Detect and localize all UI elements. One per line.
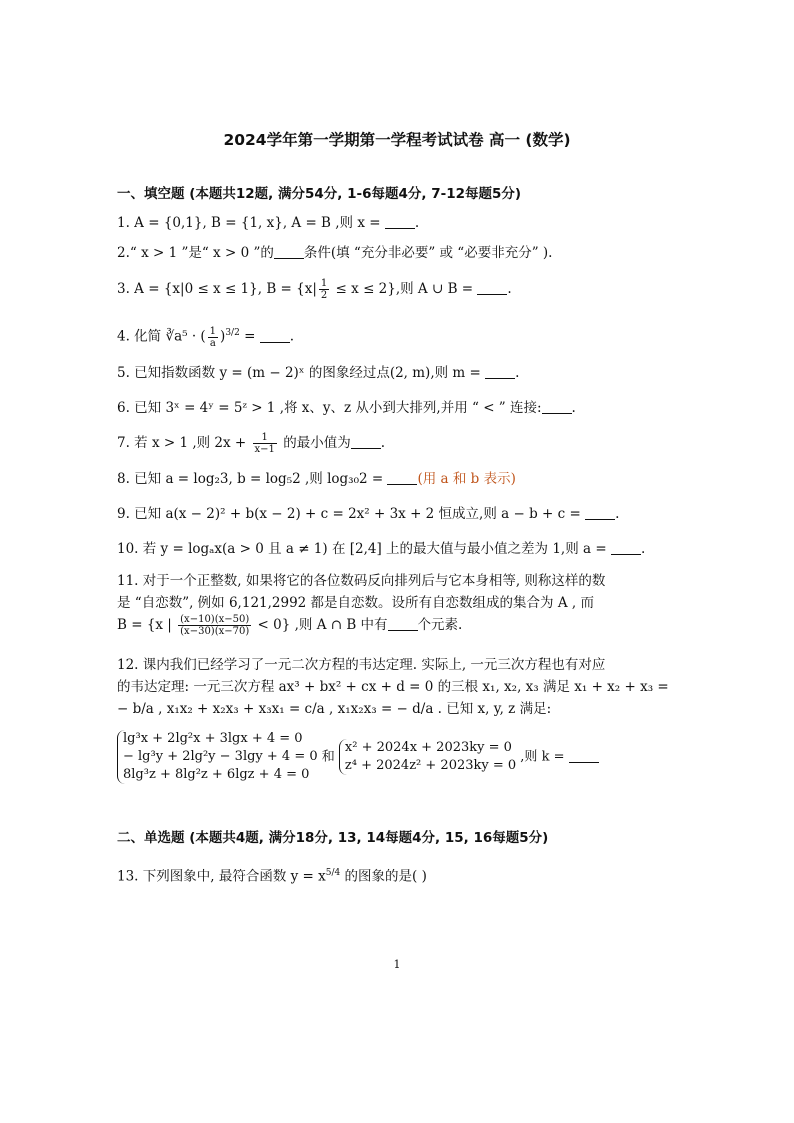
question-3: 3. A = {x|0 ≤ x ≤ 1}, B = {x| $\frac{1}{2}$ ≤ x ≤ 2},则 A ∪ B = .	[117, 278, 512, 301]
fraction: $\frac{(x-10)(x-50)}{(x-30)(x-70)}$	[180, 614, 250, 637]
fraction: $\frac{1}{x-1}$	[254, 432, 275, 455]
question-6: 6. 已知 3ˣ = 4ʸ = 5ᶻ > 1 ,将 x、y、z 从小到大排列,并用 “ < ” 连接: .	[117, 400, 576, 416]
question-2: 2.“ x > 1 ”是“ x > 0 ”的 条件(填 “充分非必要” 或 “必要非充分” ).	[117, 245, 553, 261]
equation-systems: lg³x + 2lg²x + 3lgx + 4 = 0 − lg³y + 2lg²y − 3lgy + 4 = 0 8lg³z + 8lg²z + 6lgz + 4 = 0 和 x² + 2024x + 2023ky = 0 z⁴ + 2024z² + 2023ky = 0 ,则 k =	[117, 730, 599, 784]
question-1: 1. A = {0,1}, B = {1, x}, A = B ,则 x = .	[117, 215, 420, 231]
question-12-line-1: 12. 课内我们已经学习了一元二次方程的韦达定理. 实际上, 一元三次方程也有对应	[117, 657, 606, 673]
system-poly-equations: x² + 2024x + 2023ky = 0 z⁴ + 2024z² + 2023ky = 0	[339, 739, 516, 775]
question-8: 8. 已知 a = log₂3, b = log₅2 ,则 log₃₀2 = (用 a 和 b 表示)	[117, 471, 516, 487]
answer-blank	[542, 399, 572, 414]
question-12-line-3: − b/a , x₁x₂ + x₂x₃ + x₃x₁ = c/a , x₁x₂x₃ = − d/a . 已知 x, y, z 满足:	[117, 701, 552, 717]
answer-blank	[611, 540, 641, 555]
answer-blank	[274, 244, 304, 259]
question-11-line-1: 11. 对于一个正整数, 如果将它的各位数码反向排列后与它本身相等, 则称这样的数	[117, 573, 606, 589]
question-7: 7. 若 x > 1 ,则 2x + $\frac{1}{x-1}$ 的最小值为 .	[117, 432, 386, 455]
answer-blank	[388, 616, 418, 631]
question-10: 10. 若 y = logₐx(a > 0 且 a ≠ 1) 在 [2,4] 上的最大值与最小值之差为 1,则 a = .	[117, 541, 646, 557]
answer-blank	[485, 364, 515, 379]
fraction: $\frac{1}{a}$	[209, 325, 217, 349]
question-4: 4. 化简 ∛a⁵ · ( $\frac{1}{a}$ )$^{3/2}$ = .	[117, 325, 295, 349]
question-5: 5. 已知指数函数 y = (m − 2)ˣ 的图象经过点(2, m),则 m = .	[117, 365, 520, 381]
question-9: 9. 已知 a(x − 2)² + b(x − 2) + c = 2x² + 3x + 2 恒成立,则 a − b + c = .	[117, 506, 620, 522]
page-number: 1	[393, 958, 401, 971]
answer-blank	[477, 280, 507, 295]
section-heading-fill-in: 一、填空题 (本题共12题, 满分54分, 1-6每题4分, 7-12每题5分)	[117, 186, 522, 202]
fraction: $\frac{1}{2}$	[320, 278, 328, 301]
question-11-line-2: 是 “自恋数”, 例如 6,121,2992 都是自恋数。设所有自恋数组成的集合为 A , 而	[117, 595, 594, 611]
question-11-line-3: B = {x | $\frac{(x-10)(x-50)}{(x-30)(x-70)}$ < 0} ,则 A ∩ B 中有 个元素.	[117, 614, 463, 637]
answer-blank	[569, 748, 599, 763]
answer-blank	[260, 328, 290, 343]
question-13: 13. 下列图象中, 最符合函数 $y = x^{5/4}$ 的图象的是( )	[117, 868, 427, 885]
answer-blank	[585, 505, 615, 520]
system-log-equations: lg³x + 2lg²x + 3lgx + 4 = 0 − lg³y + 2lg²y − 3lgy + 4 = 0 8lg³z + 8lg²z + 6lgz + 4 = 0	[117, 730, 318, 784]
answer-blank	[385, 214, 415, 229]
answer-blank	[387, 470, 417, 485]
page-title: 2024学年第一学期第一学程考试试卷 高一 (数学)	[223, 131, 571, 149]
question-12-line-2: 的韦达定理: 一元三次方程 ax³ + bx² + cx + d = 0 的三根 x₁, x₂, x₃ 满足 x₁ + x₂ + x₃ =	[117, 679, 669, 695]
section-heading-single-choice: 二、单选题 (本题共4题, 满分18分, 13, 14每题4分, 15, 16每题5分)	[117, 830, 549, 846]
answer-blank	[351, 434, 381, 449]
